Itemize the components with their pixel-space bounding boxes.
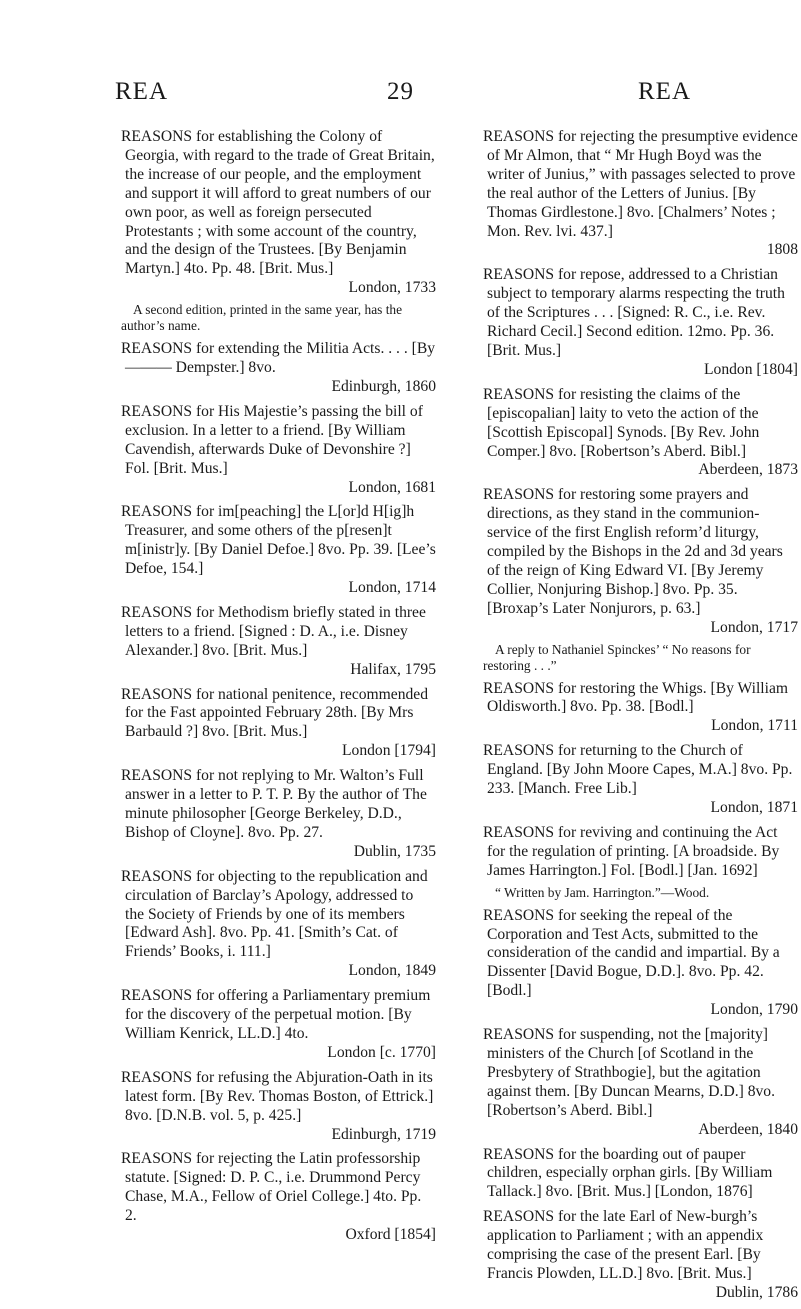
entry-imprint: London, 1790 xyxy=(710,1001,798,1019)
entry xyxy=(483,1146,798,1203)
entry-text: REASONS for Methodism briefly stated in three letters to a friend. [Signed : D. A., i.e. Disney Alexander.] 8vo. [Brit. Mus.] xyxy=(121,603,426,659)
entry xyxy=(121,767,436,862)
entry xyxy=(121,1150,436,1245)
entry xyxy=(121,128,436,334)
entry xyxy=(483,742,798,818)
entry-text: REASONS for restoring some prayers and directions, as they stand in the communion-service of the first English reform’d liturgy, compiled by the Bishops in the 2d and 3d years of the reign of King Edward VI. [By Jeremy Collier, Nonjuring Bishop.] 8vo. Pp. 35. [Broxap’s Later Nonjurors, p. 63.] xyxy=(483,486,783,617)
entry-text: REASONS for im[peaching] the L[or]d H[ig]h Treasurer, and some others of the p[resen]t m[inistr]y. [By Daniel Defoe.] 8vo. Pp. 39. [Lee’s Defoe, 154.] xyxy=(121,503,436,578)
entry-note: A reply to Nathaniel Spinckes’ “ No reasons for restoring . . .” xyxy=(483,641,751,673)
entry-text: REASONS for establishing the Colony of Georgia, with regard to the trade of Great Britain, the increase of our people, and the employment and support it will afford to great numbers of our own poor, as well as foreign persecuted Protestants ; with some account of the country, and the design of the Trustees. [By Benjamin Martyn.] 4to. Pp. 48. [Brit. Mus.] xyxy=(121,128,435,278)
entry-text: REASONS for objecting to the republication and circulation of Barclay’s Apology, addressed to the Society of Friends by one of its members [Edward Ash]. 8vo. Pp. 41. [Smith’s Cat. of Friends’ Books, i. 111.] xyxy=(121,867,428,961)
entry xyxy=(483,266,798,379)
entry xyxy=(121,987,436,1063)
entry-text: REASONS for resisting the claims of the [episcopalian] laity to veto the action of the [Scottish Episcopal] Synods. [By Rev. John Comper.] 8vo. [Robertson’s Aberd. Bibl.] xyxy=(483,385,760,460)
entry-text: REASONS for His Majestie’s passing the bill of exclusion. In a letter to a friend. [By William Cavendish, afterwards Duke of Devonshire ?] Fol. [Brit. Mus.] xyxy=(121,402,423,477)
entry-text: REASONS for rejecting the Latin professorship statute. [Signed: D. P. C., i.e. Drummond Percy Chase, M.A., Fellow of Oriel College.] 4to. Pp. 2. xyxy=(121,1150,422,1225)
left-column xyxy=(121,128,436,1251)
entry xyxy=(121,686,436,762)
entry xyxy=(483,680,798,737)
entry-note: A second edition, printed in the same year, has the author’s name. xyxy=(121,302,403,334)
entry xyxy=(483,128,798,260)
page-number: 29 xyxy=(387,78,414,105)
right-column xyxy=(483,128,798,1309)
entry xyxy=(121,1069,436,1145)
entry-imprint: Dublin, 1786 xyxy=(715,1283,798,1301)
entry xyxy=(483,824,798,901)
entry-text: REASONS for not replying to Mr. Walton’s Full answer in a letter to P. T. P. By the author of The minute philosopher [George Berkeley, D.D., Bishop of Cloyne]. 8vo. Pp. 27. xyxy=(121,767,427,841)
entry-text: REASONS for the late Earl of New-burgh’s application to Parliament ; with an appendix comprising the case of the present Earl. [By Francis Plowden, LL.D.] 8vo. [Brit. Mus.] xyxy=(483,1208,764,1282)
entry xyxy=(483,386,798,481)
entry-text: REASONS for offering a Parliamentary premium for the discovery of the perpetual motion. [By William Kenrick, LL.D.] 4to. xyxy=(121,987,431,1042)
entry xyxy=(121,503,436,598)
entry-imprint: Halifax, 1795 xyxy=(350,660,436,678)
entry-text: REASONS for seeking the repeal of the Corporation and Test Acts, submitted to the consideration of the candid and impartial. By a Dissenter [David Bogue, D.D.]. 8vo. Pp. 42. [Bodl.] xyxy=(483,906,780,1000)
entry xyxy=(483,907,798,1020)
entry-text: REASONS for refusing the Abjuration-Oath in its latest form. [By Rev. Thomas Boston, of Ettrick.] 8vo. [D.N.B. vol. 5, p. 425.] xyxy=(121,1068,434,1124)
entry-imprint: London [1804] xyxy=(704,360,798,378)
page-header xyxy=(0,78,801,114)
entry xyxy=(121,604,436,680)
entry-text: REASONS for repose, addressed to a Christian subject to temporary alarms respecting the truth of the Scriptures . . . [Signed: R. C., i.e. Rev. Richard Cecil.] Second edition. 12mo. Pp. 36. [Brit. Mus.] xyxy=(483,266,785,359)
entry-imprint: London, 1871 xyxy=(710,799,798,816)
entry-imprint: London, 1711 xyxy=(711,717,798,735)
entry-imprint: London, 1849 xyxy=(348,962,436,980)
entry xyxy=(121,340,436,397)
entry xyxy=(121,403,436,498)
entry-imprint: Edinburgh, 1719 xyxy=(331,1125,436,1143)
entry-imprint: London, 1714 xyxy=(348,579,436,597)
entry-imprint: Dublin, 1735 xyxy=(353,842,436,860)
entry-imprint: London, 1717 xyxy=(710,618,798,636)
entry-note: “ Written by Jam. Harrington.”—Wood. xyxy=(495,884,710,900)
entry-imprint: London, 1733 xyxy=(348,279,436,297)
entry xyxy=(121,868,436,981)
entry-text: REASONS for extending the Militia Acts. . . . [By ——— Dempster.] 8vo. xyxy=(121,340,436,377)
entry xyxy=(483,1208,798,1303)
entry-imprint: Oxford [1854] xyxy=(345,1226,436,1244)
entry-text: REASONS for restoring the Whigs. [By William Oldisworth.] 8vo. Pp. 38. [Bodl.] xyxy=(483,679,789,716)
entry-imprint: Aberdeen, 1840 xyxy=(698,1120,798,1138)
running-head-right: REA xyxy=(638,78,691,105)
entry-text: REASONS for national penitence, recommended for the Fast appointed February 28th. [By Mrs Barbauld ?] 8vo. [Brit. Mus.] xyxy=(121,685,429,741)
entry xyxy=(483,486,798,673)
entry-imprint: London [c. 1770] xyxy=(327,1043,436,1061)
entry-text: REASONS for returning to the Church of England. [By John Moore Capes, M.A.] 8vo. Pp. 233. [Manch. Free Lib.] xyxy=(483,742,793,798)
entry-text: REASONS for reviving and continuing the Act for the regulation of printing. [A broadside. By James Harrington.] Fol. [Bodl.] [Jan. 1692] xyxy=(483,823,780,879)
running-head-left: REA xyxy=(115,78,168,105)
entry-text: REASONS for rejecting the presumptive evidence of Mr Almon, that “ Mr Hugh Boyd was the writer of Junius,” with passages selected to prove the real author of the Letters of Junius. [By Thomas Girdlestone.] 8vo. [Chalmers’ Notes ; Mon. Rev. lvi. 437.] xyxy=(483,128,798,240)
entry-imprint: London [1794] xyxy=(342,742,436,760)
entry-imprint: London, 1681 xyxy=(348,478,436,496)
entry-imprint: Aberdeen, 1873 xyxy=(698,461,798,479)
entry-imprint: 1808 xyxy=(766,241,798,259)
entry-text: REASONS for suspending, not the [majority] ministers of the Church [of Scotland in the Presbytery of Strathbogie], but the agitation against them. [By Duncan Mearns, D.D.] 8vo. [Robertson’s Aberd. Bibl.] xyxy=(483,1026,775,1119)
entry-imprint: Edinburgh, 1860 xyxy=(331,377,436,395)
entry-text: REASONS for the boarding out of pauper children, especially orphan girls. [By William Tallack.] 8vo. [Brit. Mus.] [London, 1876] xyxy=(483,1145,773,1201)
entry xyxy=(483,1026,798,1139)
